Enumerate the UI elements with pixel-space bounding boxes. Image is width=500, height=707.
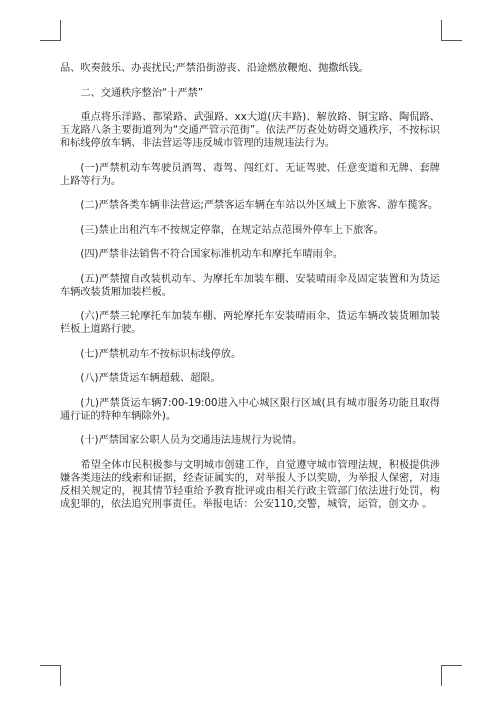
- crop-mark-top-right: [441, 20, 462, 41]
- rule-item-5: (五)严禁擅自改装机动车、为摩托车加装车棚、安装晴雨伞及固定装置和为货运车辆改装货厢加装栏板。: [60, 273, 440, 298]
- rule-item-1: (一)严禁机动车驾驶员酒驾、毒驾、闯红灯、无证驾驶、任意变道和无牌、套牌上路等行为。: [60, 162, 440, 187]
- rule-item-2: (二)严禁各类车辆非法营运;严禁客运车辆在车站以外区域上下旅客、游车揽客。: [80, 200, 439, 211]
- rule-item-4: (四)严禁非法销售不符合国家标准机动车和摩托车晴雨伞。: [80, 249, 344, 260]
- document-page: [60, 62, 440, 522]
- rule-item-6: (六)严禁三轮摩托车加装车棚、两轮摩托车安装晴雨伞、货运车辆改装货厢加装栏板上道路行驶。: [60, 311, 440, 335]
- rule-item-8: (八)严禁货运车辆超载、超限。: [80, 373, 221, 384]
- paragraph-intro: 重点将乐洋路、都梁路、武强路、xx大道(庆丰路)、解放路、铜宝路、陶侃路、玉龙路八条主要街道列为“交通严管示范街”。依法严厉查处妨碍交通秩序，不按标识和标线停放车辆、非法营运等违反城市管理的违规违法行为。: [60, 112, 440, 149]
- rule-item-9: (九)严禁货运车辆7:00-19:00进入中心城区限行区域(具有城市服务功能且取得通行证的特种车辆除外)。: [60, 397, 440, 422]
- rule-item-10: (十)严禁国家公职人员为交通违法违规行为说情。: [80, 435, 303, 446]
- crop-mark-bottom-left: [40, 665, 61, 686]
- crop-mark-top-left: [40, 20, 61, 41]
- rule-item-7: (七)严禁机动车不按标识标线停放。: [80, 348, 242, 360]
- paragraph-continuation: 品、吹奏鼓乐、办丧扰民;严禁沿街游丧、沿途燃放鞭炮、抛撒纸钱。: [60, 63, 370, 74]
- rule-item-3: (三)禁止出租汽车不按规定停靠，在规定站点范围外停车上下旅客。: [80, 224, 384, 236]
- paragraph-closing: 希望全体市民积极参与文明城市创建工作，自觉遵守城市管理法规，积极提供涉嫌各类违法的线索和证据，经查证属实的，对举报人予以奖励，为举报人保密，对违反相关规定的，视其情节轻重给予教育批评或由相关行政主管部门依法进行处罚，构成犯罪的，依法追究刑事责任。举报电话：公安110,交警，城管，运管，创文办 。: [60, 459, 440, 510]
- section-heading: 二、交通秩序整治“十严禁”: [80, 87, 204, 99]
- crop-mark-bottom-right: [441, 665, 462, 686]
